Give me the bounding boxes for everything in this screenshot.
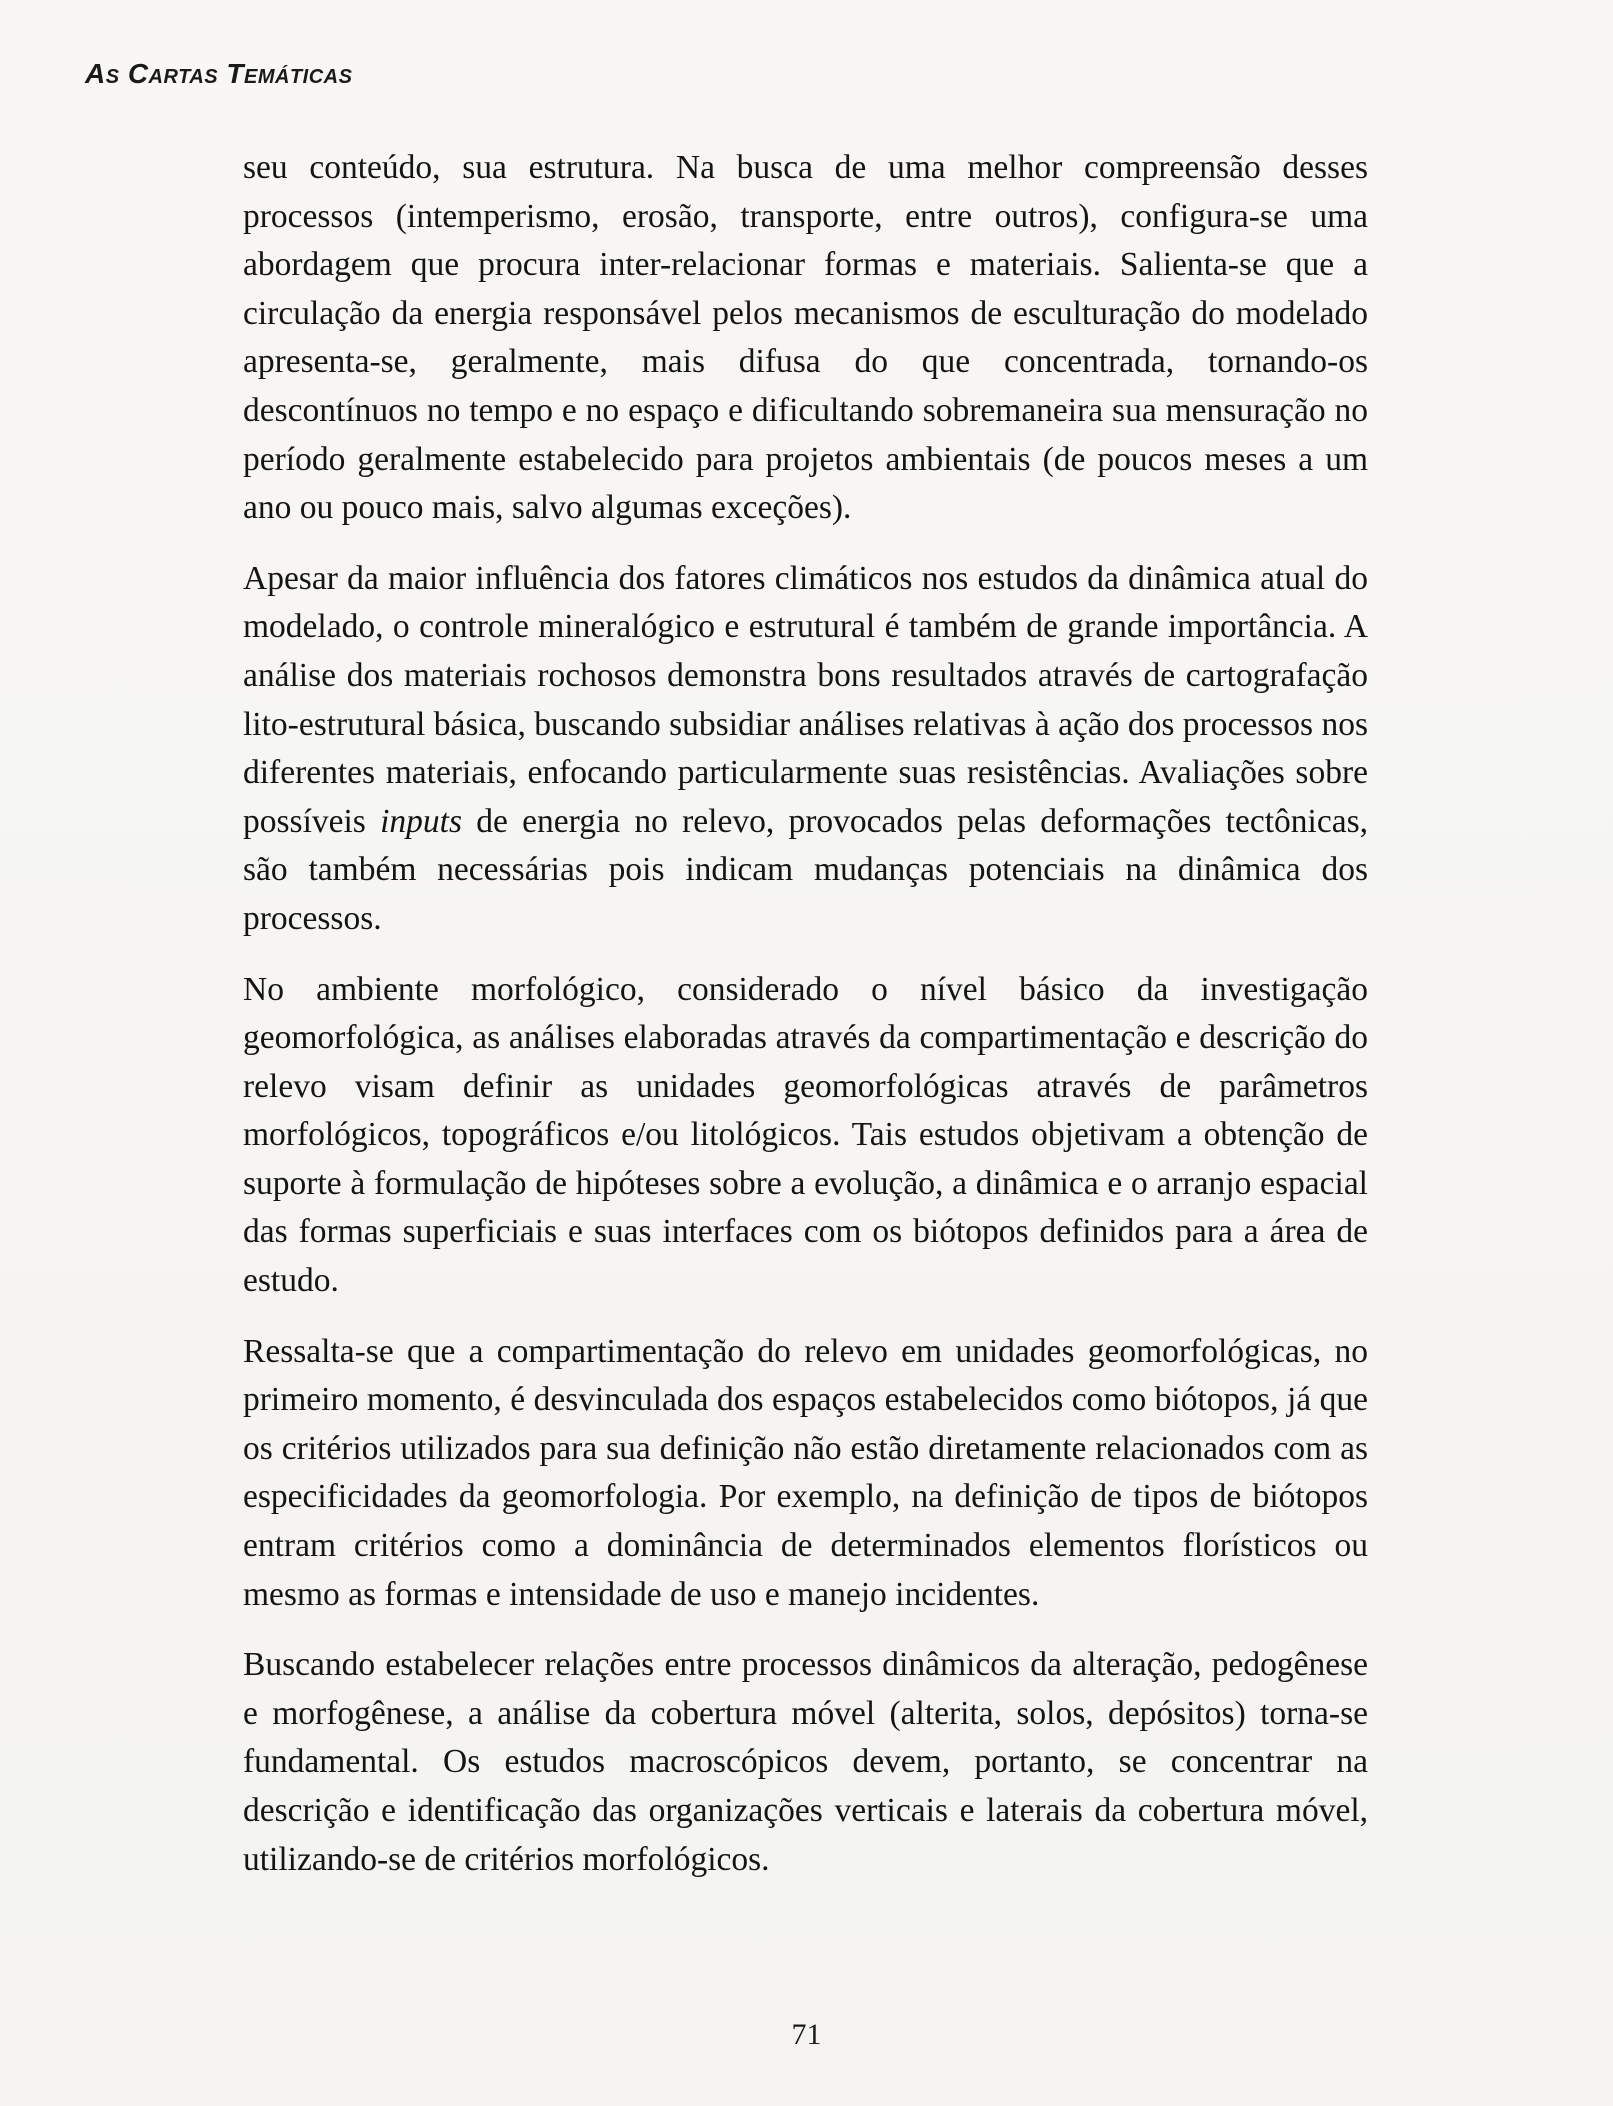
body-text [243, 144, 1368, 1906]
running-header: As Cartas Temáticas [85, 58, 353, 89]
page-number: 71 [791, 2018, 822, 2051]
paragraph-4: Ressalta-se que a compartimentação do relevo em unidades geomorfológicas, no primeiro momento, é desvinculada dos espaços estabelecidos como biótopos, já que os critérios utilizados para sua definição não estão diretamente relacionados com as especificidades da geomorfologia. Por exemplo, na definição de tipos de biótopos entram critérios como a dominância de determinados elementos florísticos ou mesmo as formas e intensidade de uso e manejo incidentes. [243, 1332, 1368, 1613]
paragraph-2-text-b: de energia no relevo, provocados pelas deformações tectônicas, são também necessárias pois indicam mudanças potenciais na dinâmica dos processos. [243, 802, 1368, 937]
paragraph-5: Buscando estabelecer relações entre processos dinâmicos da alteração, pedogênese e morfogênese, a análise da cobertura móvel (alterita, solos, depósitos) torna-se fundamental. Os estudos macroscópicos devem, portanto, se concentrar na descrição e identificação das organizações verticais e laterais da cobertura móvel, utilizando-se de critérios morfológicos. [243, 1646, 1368, 1878]
paragraph-1: seu conteúdo, sua estrutura. Na busca de uma melhor compreensão desses processos (intemperismo, erosão, transporte, entre outros), configura-se uma abordagem que procura inter-relacionar formas e materiais. Salienta-se que a circulação da energia responsável pelos mecanismos de esculturação do modelado apresenta-se, geralmente, mais difusa do que concentrada, tornando-os descontínuos no tempo e no espaço e dificultando sobremaneira sua mensuração no período geralmente estabelecido para projetos ambientais (de poucos meses a um ano ou pouco mais, salvo algumas exceções). [243, 149, 1368, 527]
paragraph-2 [243, 555, 1368, 944]
paragraph-3: No ambiente morfológico, considerado o nível básico da investigação geomorfológica, as análises elaboradas através da compartimentação e descrição do relevo visam definir as unidades geomorfológicas através de parâmetros morfológicos, topográficos e/ou litológicos. Tais estudos objetivam a obtenção de suporte à formulação de hipóteses sobre a evolução, a dinâmica e o arranjo espacial das formas superficiais e suas interfaces com os biótopos definidos para a área de estudo. [243, 970, 1368, 1300]
paragraph-2-text-a: Apesar da maior influência dos fatores climáticos nos estudos da dinâmica atual do modelado, o controle mineralógico e estrutural é também de grande importância. A análise dos materiais rochosos demonstra bons resultados através de cartografação lito-estrutural básica, buscando subsidiar análises relativas à ação dos processos nos diferentes materiais, enfocando particularmente suas resistências. Avaliações sobre possíveis [243, 559, 1368, 840]
italic-term-inputs: inputs [380, 802, 463, 840]
